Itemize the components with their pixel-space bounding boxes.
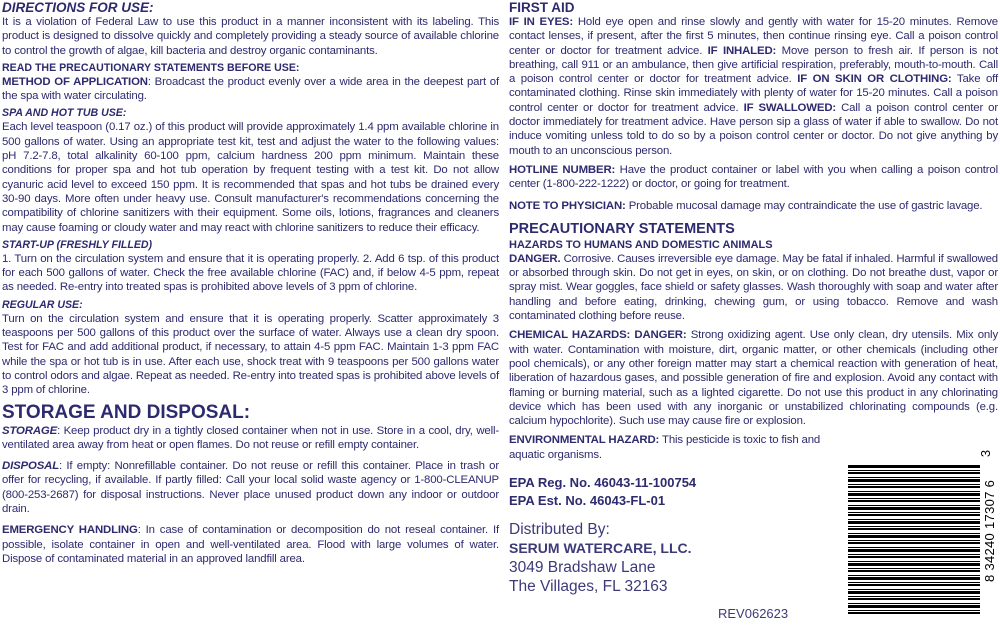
- physician-text: Probable mucosal damage may contraindicate the use of gastric lavage.: [625, 199, 983, 212]
- first-aid-text: [509, 15, 998, 158]
- physician-label: NOTE TO PHYSICIAN:: [509, 199, 626, 212]
- revision-code: REV062623: [718, 606, 789, 621]
- emergency-text: : In case of contamination or decomposition do not reseal container. If possible, isolate container in open and well-ventilated area. Flood with large volumes of water. Dispose of contaminated material in an approved landfill area.: [2, 524, 499, 565]
- env-text: This pesticide is toxic to fish and aquatic organisms.: [509, 434, 821, 461]
- spa-heading: SPA AND HOT TUB USE:: [2, 107, 127, 120]
- storage-paragraph: [2, 424, 499, 453]
- barcode-top-digit: 3: [978, 449, 994, 458]
- distributor-city: The Villages, FL 32163: [509, 578, 668, 596]
- storage-disposal-title: STORAGE AND DISPOSAL:: [2, 401, 251, 423]
- swallowed-label: IF SWALLOWED:: [743, 101, 837, 114]
- danger-paragraph: [509, 252, 998, 323]
- emergency-label: EMERGENCY HANDLING: [2, 524, 138, 537]
- disposal-label: DISPOSAL: [2, 460, 60, 473]
- disposal-paragraph: [2, 459, 499, 516]
- regular-use-text: Turn on the circulation system and ensure that it is operating properly. Scatter approximately 3 teaspoons per 500 gallons of this product over the surface of water. Always use a clean dry spoon. Test for FAC and add additional product, if necessary, to attain 4-5 ppm FAC. Maintain 1-3 ppm FAC while the spa or hot tub is in use. After each use, shock treat with 9 teaspoons per 500 gallons water to control odors and algae. Repeat as needed. Re-entry into treated spas is prohibited above levels of 3 ppm of chlorine.: [2, 312, 499, 397]
- eyes-label: IF IN EYES:: [509, 16, 573, 28]
- chemical-text: Strong oxidizing agent. Use only clean, dry utensils. Mix only with water. Contamination with moisture, dirt, organic matter, or other chemicals (including other pool chemicals), or any other foreign matter may start a chemical reaction with generation of heat, liberation of hazardous gases, and possible generation of fire and explosion. Avoid any contact with flaming or burning material, such as a lighted cigarette. Do not use this product in any chlorinating device which has been used with any inorganic or unstabilized chlorinating compounds (e.g. calcium hypochlorite). Such use may cause fire or explosion.: [509, 329, 998, 428]
- environmental-hazard-paragraph: [509, 433, 829, 462]
- chemical-hazards-paragraph: [509, 328, 998, 428]
- distributor-name: SERUM WATERCARE, LLC.: [509, 540, 692, 557]
- epa-reg-number: EPA Reg. No. 46043-11-100754: [509, 475, 697, 491]
- hotline-label: HOTLINE NUMBER:: [509, 163, 616, 176]
- hotline-paragraph: [509, 163, 998, 192]
- method-text: : Broadcast the product evenly over a wide area in the deepest part of the spa with water circulating.: [2, 75, 499, 103]
- inhaled-text: Move person to fresh air. If person is not breathing, call 911 or an ambulance, then give artificial respiration, preferably, mouth-to-mouth. Call a poison control center or doctor for treatment advice.: [509, 44, 998, 86]
- barcode-bars: [848, 464, 980, 614]
- distributed-by-label: Distributed By:: [509, 521, 610, 539]
- method-of-application: [2, 75, 499, 104]
- hotline-text: Have the product container or label with you when calling a poison control center (1-800-222-1222) or doctor, or going for treatment.: [509, 163, 998, 191]
- storage-label: STORAGE: [2, 424, 58, 437]
- directions-title: DIRECTIONS FOR USE:: [2, 0, 154, 15]
- inhaled-label: IF INHALED:: [707, 44, 777, 57]
- distributor-street: 3049 Bradshaw Lane: [509, 559, 656, 577]
- precautionary-title: PRECAUTIONARY STATEMENTS: [509, 220, 735, 237]
- chemical-label: CHEMICAL HAZARDS: DANGER:: [509, 329, 687, 342]
- barcode-number: 8 34240 17307 6: [982, 479, 997, 582]
- regular-use-heading: REGULAR USE:: [2, 298, 83, 311]
- danger-text: Corrosive. Causes irreversible eye damage. May be fatal if inhaled. Harmful if swallowed or absorbed through skin. Do not get in eyes, on skin, or on clothing. Do not breathe dust, vapor or spray mist. Wear goggles, face shield or safety glasses. Wash thoroughly with soap and water after handling and before eating, drinking, chewing gum, or using tobacco. Remove and wash contaminated clothing before reuse.: [509, 252, 998, 323]
- spa-text: Each level teaspoon (0.17 oz.) of this product will provide approximately 1.4 ppm available chlorine in 500 gallons of water. Using an appropriate test kit, test and adjust the water to the following values: pH 7.2-7.8, total alkalinity 60-100 ppm, calcium hardness 200 ppm minimum. Maintain these conditions for proper spa and hot tub operation by frequent testing with a test kit. Do not allow cyanuric acid level to exceed 150 ppm. It is recommended that spas and hot tubs be drained every 30-90 days. More often under heavy use. Consult manufacturer's recommendations concerning the compatibility of chlorine sanitizers with their equipment. Some oils, lotions, fragrances and cleaners may cause foaming or cloudy water and may react with chlorine sanitizers to reduce their efficacy.: [2, 121, 499, 234]
- skin-label: IF ON SKIN OR CLOTHING:: [797, 73, 952, 86]
- physician-paragraph: [509, 199, 998, 213]
- startup-text: 1. Turn on the circulation system and ensure that it is operating properly. 2. Add 6 tsp. of this product for each 500 gallons of water. Check the free available chlorine (FAC) and, if below 4-5 ppm, repeat as needed. Re-entry into treated spas is prohibited above levels of 3 ppm of chlorine.: [2, 252, 499, 294]
- emergency-paragraph: [2, 523, 499, 566]
- method-label: METHOD OF APPLICATION: [2, 75, 148, 88]
- storage-text: : Keep product dry in a tightly closed container when not in use. Store in a cool, dry, well-ventilated area away from heat or open flames. Do not reuse or refill empty container.: [2, 424, 499, 451]
- first-aid-title: FIRST AID: [509, 0, 575, 15]
- read-precautionary-heading: READ THE PRECAUTIONARY STATEMENTS BEFORE USE:: [2, 61, 300, 74]
- disposal-text: : If empty: Nonrefillable container. Do not reuse or refill this container. Place in trash or offer for recycling, if available. If partly filled: Call your local solid waste agency or 1-800-CLEANUP (800-253-2687) for disposal instructions. Never place unused product down any indoor or outdoor drain.: [2, 460, 499, 516]
- epa-est-number: EPA Est. No. 46043-FL-01: [509, 493, 666, 509]
- hazards-heading: HAZARDS TO HUMANS AND DOMESTIC ANIMALS: [509, 238, 773, 251]
- skin-text: Take off contaminated clothing. Rinse skin immediately with plenty of water for 15-20 minutes. Call a poison control center or doctor for treatment advice.: [509, 73, 998, 114]
- directions-intro: It is a violation of Federal Law to use this product in a manner inconsistent with its labeling. This product is designed to dissolve quickly and completely providing a steady source of available chlorine to control the growth of algae, kill bacteria and destroy organic contaminants.: [2, 16, 499, 57]
- eyes-text: Hold eye open and rinse slowly and gently with water for 15-20 minutes. Remove contact lenses, if present, after the first 5 minutes, then continue rinsing eye. Call a poison control center or doctor for treatment advice.: [509, 16, 998, 57]
- left-column: [2, 0, 499, 566]
- startup-heading: START-UP (FRESHLY FILLED): [2, 238, 153, 251]
- env-label: ENVIRONMENTAL HAZARD:: [509, 434, 660, 447]
- danger-label: DANGER.: [509, 252, 561, 265]
- swallowed-text: Call a poison control center or doctor immediately for treatment advice. Have person sip a glass of water if able to swallow. Do not induce vomiting unless told to do so by a poison control center or doctor. Do not give anything by mouth to an unconscious person.: [509, 101, 999, 157]
